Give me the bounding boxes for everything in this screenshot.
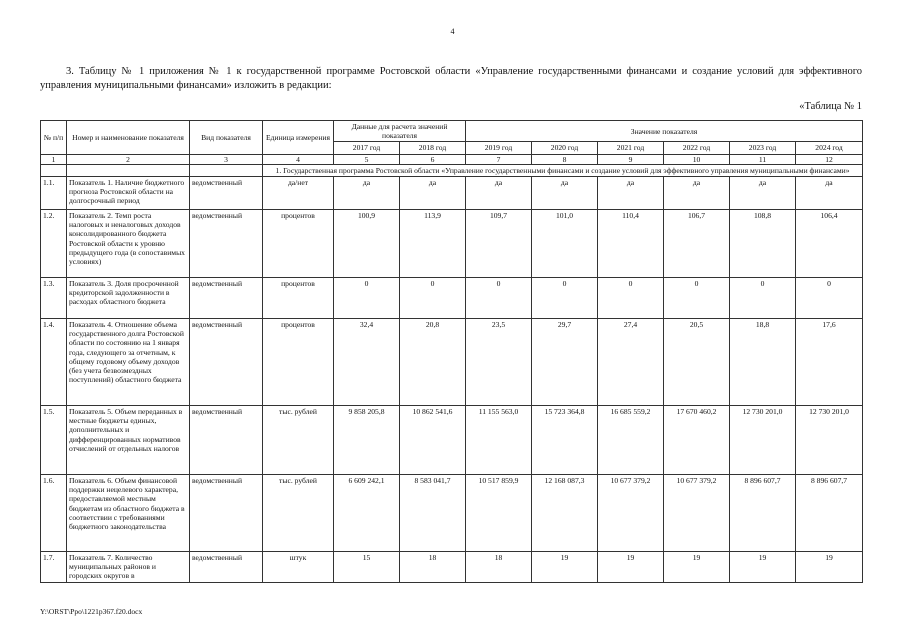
indicator-unit: процентов xyxy=(263,319,334,406)
indicator-value: 9 858 205,8 xyxy=(334,406,400,475)
table-row xyxy=(41,319,863,406)
indicator-value: 109,7 xyxy=(466,210,532,278)
row-number: 1.5. xyxy=(41,406,67,475)
indicator-value: 20,5 xyxy=(664,319,730,406)
indicator-value: 0 xyxy=(466,278,532,319)
indicator-value: 17,6 xyxy=(796,319,863,406)
indicator-unit: тыс. рублей xyxy=(263,475,334,552)
indicator-value: да xyxy=(664,177,730,210)
indicator-value: 18 xyxy=(466,552,532,583)
indicator-value: 12 730 201,0 xyxy=(796,406,863,475)
header-year: 2024 год xyxy=(796,142,863,154)
indicator-name: Показатель 3. Доля просроченной кредиторской задолженности в расходах областного бюджета xyxy=(67,278,190,319)
header-num: № п/п xyxy=(41,121,67,155)
indicator-type: ведомственный xyxy=(190,552,263,583)
header-values: Значение показателя xyxy=(466,121,863,142)
column-number: 1 xyxy=(41,154,67,164)
indicator-unit: тыс. рублей xyxy=(263,406,334,475)
table-row xyxy=(41,278,863,319)
row-number: 1.4. xyxy=(41,319,67,406)
indicator-value: 0 xyxy=(532,278,598,319)
indicator-type: ведомственный xyxy=(190,177,263,210)
indicator-value: 8 583 041,7 xyxy=(400,475,466,552)
indicator-name: Показатель 7. Количество муниципальных районов и городских округов в xyxy=(67,552,190,583)
indicator-value: 106,7 xyxy=(664,210,730,278)
indicator-value: 8 896 607,7 xyxy=(730,475,796,552)
indicator-value: 12 730 201,0 xyxy=(730,406,796,475)
header-year: 2019 год xyxy=(466,142,532,154)
column-number: 11 xyxy=(730,154,796,164)
header-unit: Единица измерения xyxy=(263,121,334,155)
indicator-value: 101,0 xyxy=(532,210,598,278)
indicator-value: 27,4 xyxy=(598,319,664,406)
indicator-value: 11 155 563,0 xyxy=(466,406,532,475)
column-number: 10 xyxy=(664,154,730,164)
column-number: 4 xyxy=(263,154,334,164)
indicator-value: 29,7 xyxy=(532,319,598,406)
file-path: Y:\ORST\Ppo\1221p367.f20.docx xyxy=(40,607,143,616)
table-row xyxy=(41,552,863,583)
indicator-value: 106,4 xyxy=(796,210,863,278)
header-year: 2017 год xyxy=(334,142,400,154)
indicator-value: да xyxy=(466,177,532,210)
table-row xyxy=(41,210,863,278)
indicator-type: ведомственный xyxy=(190,210,263,278)
indicator-type: ведомственный xyxy=(190,278,263,319)
indicator-value: да xyxy=(796,177,863,210)
indicator-name: Показатель 5. Объем переданных в местные бюджеты единых, дополнительных и дифференцированных нормативов отчислений от отдельных налогов xyxy=(67,406,190,475)
indicator-value: 10 677 379,2 xyxy=(598,475,664,552)
indicator-type: ведомственный xyxy=(190,406,263,475)
indicator-value: 10 862 541,6 xyxy=(400,406,466,475)
column-number: 7 xyxy=(466,154,532,164)
indicator-value: 100,9 xyxy=(334,210,400,278)
intro-paragraph: 3. Таблицу № 1 приложения № 1 к государственной программе Ростовской области «Управление государственными финансами и создание условий для эффективного управления муниципальными финансами» изложить в редакции: xyxy=(40,66,862,91)
header-year: 2022 год xyxy=(664,142,730,154)
indicator-type: ведомственный xyxy=(190,475,263,552)
section-row xyxy=(41,164,863,176)
column-number: 12 xyxy=(796,154,863,164)
column-number: 9 xyxy=(598,154,664,164)
section-title: 1. Государственная программа Ростовской области «Управление государственными финансами и создание условий для эффективного управления муниципальными финансами» xyxy=(263,164,863,176)
indicator-value: 6 609 242,1 xyxy=(334,475,400,552)
table-caption: «Таблица № 1 xyxy=(799,101,862,112)
header-year: 2023 год xyxy=(730,142,796,154)
row-number: 1.1. xyxy=(41,177,67,210)
indicator-value: да xyxy=(598,177,664,210)
column-number-row xyxy=(41,154,863,164)
column-number: 2 xyxy=(67,154,190,164)
indicator-value: 0 xyxy=(334,278,400,319)
indicator-value: 10 677 379,2 xyxy=(664,475,730,552)
column-number: 3 xyxy=(190,154,263,164)
indicator-value: 10 517 859,9 xyxy=(466,475,532,552)
indicators-table xyxy=(40,120,863,583)
indicator-value: 16 685 559,2 xyxy=(598,406,664,475)
indicator-unit: процентов xyxy=(263,210,334,278)
indicator-value: да xyxy=(730,177,796,210)
indicator-name: Показатель 2. Темп роста налоговых и неналоговых доходов консолидированного бюджета Ростовской области к уровню предыдущего года (в сопоставимых условиях) xyxy=(67,210,190,278)
indicator-value: 18,8 xyxy=(730,319,796,406)
indicator-value: да xyxy=(532,177,598,210)
indicator-name: Показатель 6. Объем финансовой поддержки нецелевого характера, предоставляемой местным бюджетам из областного бюджета в соответствии с требованиями бюджетного законодательства xyxy=(67,475,190,552)
indicator-value: 18 xyxy=(400,552,466,583)
header-type: Вид показателя xyxy=(190,121,263,155)
indicator-name: Показатель 4. Отношение объема государственного долга Ростовской области по состоянию на 1 января года, следующего за отчетным, к общему годовому объему доходов (без учета безвозмездных поступлений) областного бюджета xyxy=(67,319,190,406)
indicator-value: 0 xyxy=(598,278,664,319)
indicator-value: 12 168 087,3 xyxy=(532,475,598,552)
indicator-type: ведомственный xyxy=(190,319,263,406)
indicator-value: 32,4 xyxy=(334,319,400,406)
header-year: 2018 год xyxy=(400,142,466,154)
indicator-value: 0 xyxy=(730,278,796,319)
column-number: 5 xyxy=(334,154,400,164)
indicator-value: 23,5 xyxy=(466,319,532,406)
row-number: 1.3. xyxy=(41,278,67,319)
indicator-value: 19 xyxy=(730,552,796,583)
indicator-value: 19 xyxy=(532,552,598,583)
header-calc-data: Данные для расчета значений показателя xyxy=(334,121,466,142)
table-row xyxy=(41,177,863,210)
indicator-value: 19 xyxy=(664,552,730,583)
indicator-value: 15 723 364,8 xyxy=(532,406,598,475)
page-number: 4 xyxy=(450,27,455,36)
header-name: Номер и наименование показателя xyxy=(67,121,190,155)
row-number: 1.6. xyxy=(41,475,67,552)
indicator-value: да xyxy=(334,177,400,210)
indicator-value: 19 xyxy=(796,552,863,583)
indicator-value: 8 896 607,7 xyxy=(796,475,863,552)
indicator-unit: штук xyxy=(263,552,334,583)
table-row xyxy=(41,406,863,475)
table-row xyxy=(41,475,863,552)
header-year: 2021 год xyxy=(598,142,664,154)
indicator-name: Показатель 1. Наличие бюджетного прогноза Ростовской области на долгосрочный период xyxy=(67,177,190,210)
indicator-value: 0 xyxy=(400,278,466,319)
row-number: 1.7. xyxy=(41,552,67,583)
indicator-value: 17 670 460,2 xyxy=(664,406,730,475)
column-number: 8 xyxy=(532,154,598,164)
indicator-value: 110,4 xyxy=(598,210,664,278)
indicator-unit: да/нет xyxy=(263,177,334,210)
indicator-value: 15 xyxy=(334,552,400,583)
row-number: 1.2. xyxy=(41,210,67,278)
indicator-value: 0 xyxy=(664,278,730,319)
header-year: 2020 год xyxy=(532,142,598,154)
indicator-value: 108,8 xyxy=(730,210,796,278)
indicator-value: 0 xyxy=(796,278,863,319)
column-number: 6 xyxy=(400,154,466,164)
indicator-unit: процентов xyxy=(263,278,334,319)
indicator-value: 20,8 xyxy=(400,319,466,406)
indicator-value: 19 xyxy=(598,552,664,583)
indicator-value: 113,9 xyxy=(400,210,466,278)
indicator-value: да xyxy=(400,177,466,210)
